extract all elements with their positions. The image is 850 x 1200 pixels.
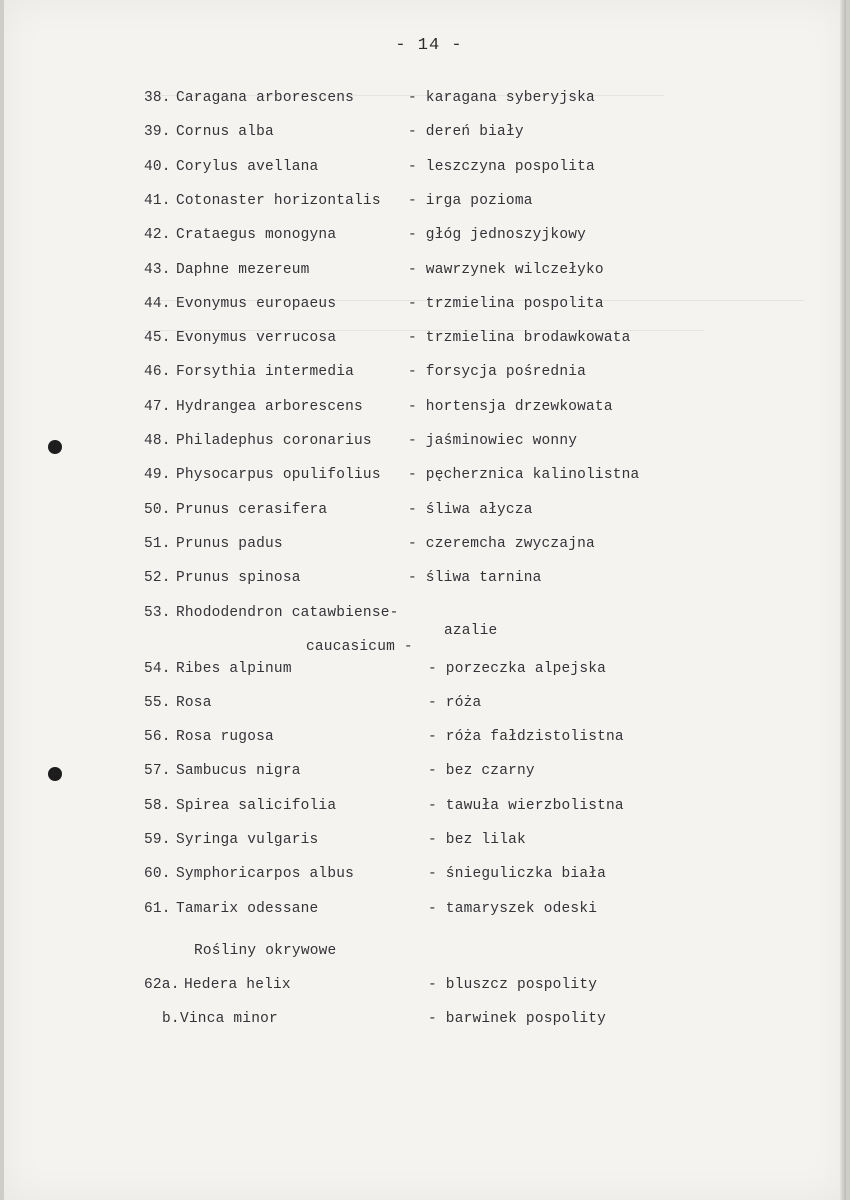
entry-number: 51. (144, 535, 171, 552)
entry-polish-name: - trzmielina brodawkowata (408, 330, 631, 347)
entry-polish-name: - jaśminowiec wonny (408, 433, 578, 449)
entry-latin-name: Hydrangea arborescens (176, 398, 363, 415)
entry-number: 62a. (144, 976, 180, 993)
entry-polish-name: - bluszcz pospolity (428, 976, 598, 993)
entry-number: 56. (144, 729, 171, 746)
entry-number: 50. (144, 501, 171, 518)
entry-number: 55. (144, 694, 171, 711)
entry-latin-name: Evonymus europaeus (176, 295, 337, 312)
punch-hole (48, 767, 62, 781)
entry-latin-name: Cornus alba (176, 124, 274, 141)
entry-number: 43. (144, 261, 171, 278)
punch-hole (48, 440, 62, 454)
entry-latin-name: Physocarpus opulifolius (176, 467, 381, 484)
entry-number: 53. (144, 604, 171, 621)
entry-number: 59. (144, 832, 171, 848)
entry-polish-name: - leszczyna pospolita (408, 158, 595, 175)
entry-latin-name: Caragana arborescens (176, 90, 355, 106)
section-heading: Rośliny okrywowe (194, 942, 337, 959)
entry-latin-name: Forsythia intermedia (176, 364, 355, 381)
entry-polish-name: - czeremcha zwyczajna (408, 535, 595, 552)
entry-polish-name: - forsycja pośrednia (408, 364, 587, 381)
entry-latin-name: Ribes alpinum (176, 660, 292, 677)
entry-number: 47. (144, 398, 171, 415)
entry-latin-name: Prunus padus (176, 535, 283, 552)
entry-latin-name: Daphne mezereum (176, 261, 310, 278)
entry-polish-name: - barwinek pospolity (428, 1010, 607, 1027)
document-page (4, 0, 846, 1200)
entry-number: 42. (144, 227, 171, 244)
entry-latin-name: Rhododendron catawbiense- (176, 604, 399, 621)
entry-number: 49. (144, 467, 171, 484)
entry-latin-name: Hedera helix (184, 976, 291, 993)
entry-polish-name: - bez czarny (428, 763, 535, 780)
page-number: - 14 - (395, 36, 463, 55)
entry-number: 52. (144, 570, 171, 587)
entry-latin-name: Prunus spinosa (176, 570, 301, 587)
entry-latin-name: Spirea salicifolia (176, 797, 337, 814)
entry-polish-name: - hortensja drzewkowata (408, 398, 613, 415)
entry-latin-name: Philadephus coronarius (176, 433, 372, 449)
entry-polish-name: - róża fałdzistolistna (428, 729, 624, 746)
entry-polish-name: - śliwa ałycza (408, 501, 533, 518)
entry-polish-name: - wawrzynek wilczełyko (408, 261, 604, 278)
entry-polish-name: - tamaryszek odeski (428, 900, 598, 917)
entry-polish-name: azalie (444, 622, 498, 639)
entry-latin-name: Rosa (176, 694, 212, 711)
entry-latin-name: Cotonaster horizontalis (176, 192, 381, 209)
entry-number: 57. (144, 763, 171, 780)
entry-polish-name: - trzmielina pospolita (408, 295, 604, 312)
entry-latin-name: Crataegus monogyna (176, 227, 337, 244)
entry-polish-name: - róża (428, 694, 482, 711)
entry-polish-name: - śliwa tarnina (408, 570, 542, 587)
entry-polish-name: - irga pozioma (408, 192, 533, 209)
entry-number: 48. (144, 433, 171, 449)
entry-polish-name: - karagana syberyjska (408, 90, 595, 106)
entry-number: 38. (144, 90, 171, 106)
entry-polish-name: - śnieguliczka biała (428, 866, 607, 883)
entry-polish-name: - dereń biały (408, 124, 524, 141)
entry-number: 44. (144, 295, 171, 312)
entry-number: b. (162, 1010, 180, 1027)
entry-latin-name: Syringa vulgaris (176, 832, 319, 848)
entry-number: 39. (144, 124, 171, 141)
entry-latin-name: Corylus avellana (176, 158, 319, 175)
entry-number: 58. (144, 797, 171, 814)
entry-number: 41. (144, 192, 171, 209)
entry-polish-name: - pęcherznica kalinolistna (408, 467, 640, 484)
entry-number: 54. (144, 660, 171, 677)
entry-number: 45. (144, 330, 171, 347)
entry-polish-name: - bez lilak (428, 832, 526, 848)
entry-latin-name: Prunus cerasifera (176, 501, 328, 518)
entry-latin-name: Rosa rugosa (176, 729, 274, 746)
entry-number: 60. (144, 866, 171, 883)
entry-polish-name: - głóg jednoszyjkowy (408, 227, 587, 244)
entry-polish-name: - porzeczka alpejska (428, 660, 607, 677)
entry-latin-name: Evonymus verrucosa (176, 330, 337, 347)
entry-polish-name: - tawuła wierzbolistna (428, 797, 624, 814)
entry-number: 46. (144, 364, 171, 381)
entry-latin-name-continued: caucasicum - (306, 638, 413, 655)
entry-latin-name: Tamarix odessane (176, 900, 319, 917)
entry-number: 40. (144, 158, 171, 175)
entry-latin-name: Symphoricarpos albus (176, 866, 355, 883)
entry-latin-name: Vinca minor (180, 1010, 278, 1027)
page-edge (840, 0, 846, 1200)
entry-latin-name: Sambucus nigra (176, 763, 301, 780)
entry-number: 61. (144, 900, 171, 917)
